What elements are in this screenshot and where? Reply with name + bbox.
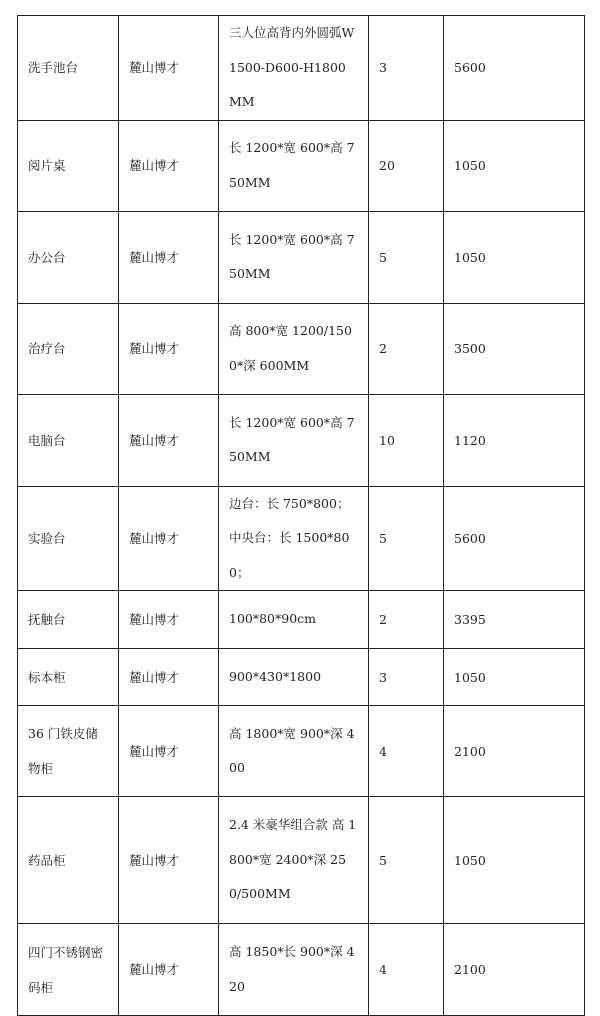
price-cell xyxy=(444,797,585,924)
quantity-cell xyxy=(369,120,444,211)
price-cell xyxy=(444,649,585,706)
spec-cell xyxy=(219,591,369,649)
quantity-cell xyxy=(369,16,444,121)
brand-cell-text: 麓山博才 xyxy=(129,158,180,173)
spec-cell xyxy=(219,120,369,211)
brand-cell-text: 麓山博才 xyxy=(129,249,180,265)
quantity-cell-text: 20 xyxy=(379,158,395,173)
table-row xyxy=(18,649,585,706)
brand-cell-text: 麓山博才 xyxy=(129,852,180,868)
product-table xyxy=(17,15,585,1016)
price-cell-text: 5600 xyxy=(454,60,486,76)
item-name-cell-text: 四门不锈钢密码柜 xyxy=(28,944,104,995)
spec-cell xyxy=(219,211,369,303)
brand-cell xyxy=(119,211,219,303)
table-row xyxy=(18,16,585,121)
spec-cell xyxy=(219,706,369,797)
price-cell-text: 1050 xyxy=(454,249,486,265)
price-cell xyxy=(444,16,585,121)
spec-cell xyxy=(219,649,369,706)
item-name-cell xyxy=(18,649,119,706)
quantity-cell xyxy=(369,486,444,591)
spec-cell-text: 长 1200*宽 600*高 750MM xyxy=(229,231,355,281)
item-name-cell-text: 抚触台 xyxy=(28,612,66,627)
quantity-cell xyxy=(369,797,444,924)
item-name-cell-text: 电脑台 xyxy=(28,432,66,448)
brand-cell xyxy=(119,591,219,649)
spec-cell xyxy=(219,394,369,486)
item-name-cell xyxy=(18,486,119,591)
spec-cell-text: 2.4 米豪华组合款 高 1800*宽 2400*深 250/500MM xyxy=(229,817,357,902)
price-cell-text: 1050 xyxy=(454,852,486,868)
spec-cell-text: 高 1850*长 900*深 420 xyxy=(229,944,355,994)
brand-cell-text: 麓山博才 xyxy=(129,432,180,448)
item-name-cell xyxy=(18,797,119,924)
quantity-cell-text: 2 xyxy=(379,612,387,627)
brand-cell-text: 麓山博才 xyxy=(129,612,180,627)
quantity-cell xyxy=(369,394,444,486)
spec-cell-text: 长 1200*宽 600*高 750MM xyxy=(229,140,355,190)
price-cell-text: 5600 xyxy=(454,530,486,546)
item-name-cell-text: 治疗台 xyxy=(28,341,66,356)
table-row xyxy=(18,394,585,486)
brand-cell-text: 麓山博才 xyxy=(129,341,180,356)
brand-cell xyxy=(119,120,219,211)
item-name-cell-text: 药品柜 xyxy=(28,852,66,868)
item-name-cell xyxy=(18,211,119,303)
item-name-cell xyxy=(18,394,119,486)
quantity-cell-text: 10 xyxy=(379,432,395,448)
quantity-cell-text: 5 xyxy=(379,530,387,546)
table-row xyxy=(18,120,585,211)
quantity-cell-text: 3 xyxy=(379,60,387,76)
table-body xyxy=(18,16,585,1016)
price-cell xyxy=(444,120,585,211)
item-name-cell-text: 阅片桌 xyxy=(28,158,66,173)
quantity-cell-text: 4 xyxy=(379,962,387,977)
brand-cell xyxy=(119,797,219,924)
brand-cell xyxy=(119,649,219,706)
spec-cell xyxy=(219,924,369,1016)
item-name-cell xyxy=(18,303,119,394)
price-cell xyxy=(444,211,585,303)
brand-cell xyxy=(119,303,219,394)
quantity-cell xyxy=(369,591,444,649)
item-name-cell-text: 36 门铁皮储物柜 xyxy=(28,726,98,776)
quantity-cell xyxy=(369,706,444,797)
quantity-cell xyxy=(369,649,444,706)
table-row xyxy=(18,797,585,924)
brand-cell xyxy=(119,706,219,797)
item-name-cell xyxy=(18,16,119,121)
spec-cell xyxy=(219,303,369,394)
brand-cell-text: 麓山博才 xyxy=(129,60,180,76)
spec-cell-text: 三人位高背内外圆弧W1500-D600-H1800MM xyxy=(229,25,355,109)
item-name-cell-text: 标本柜 xyxy=(28,669,66,685)
spec-cell-text: 长 1200*宽 600*高 750MM xyxy=(229,414,355,464)
brand-cell xyxy=(119,486,219,591)
item-name-cell xyxy=(18,924,119,1016)
price-cell-text: 1050 xyxy=(454,158,486,173)
quantity-cell-text: 5 xyxy=(379,852,387,868)
price-cell xyxy=(444,394,585,486)
table-row xyxy=(18,706,585,797)
spec-cell-text: 边台：长 750*800； 中央台：长 1500*800； xyxy=(229,495,350,580)
price-cell xyxy=(444,924,585,1016)
price-cell xyxy=(444,706,585,797)
price-cell xyxy=(444,486,585,591)
quantity-cell-text: 4 xyxy=(379,743,387,759)
spec-cell xyxy=(219,486,369,591)
brand-cell-text: 麓山博才 xyxy=(129,530,180,546)
brand-cell xyxy=(119,16,219,121)
price-cell-text: 1120 xyxy=(454,432,486,448)
brand-cell xyxy=(119,924,219,1016)
price-cell-text: 1050 xyxy=(454,669,486,685)
price-cell xyxy=(444,591,585,649)
item-name-cell-text: 洗手池台 xyxy=(28,60,79,76)
brand-cell-text: 麓山博才 xyxy=(129,962,180,977)
item-name-cell-text: 实验台 xyxy=(28,530,66,546)
table-row xyxy=(18,303,585,394)
table-row xyxy=(18,486,585,591)
quantity-cell xyxy=(369,211,444,303)
spec-cell xyxy=(219,797,369,924)
brand-cell-text: 麓山博才 xyxy=(129,743,180,759)
brand-cell xyxy=(119,394,219,486)
table-row xyxy=(18,591,585,649)
price-cell-text: 2100 xyxy=(454,743,486,759)
quantity-cell-text: 2 xyxy=(379,341,387,356)
price-cell xyxy=(444,303,585,394)
quantity-cell xyxy=(369,924,444,1016)
spec-cell-text: 高 800*宽 1200/1500*深 600MM xyxy=(229,323,352,373)
brand-cell-text: 麓山博才 xyxy=(129,669,180,685)
spec-cell xyxy=(219,16,369,121)
spec-cell-text: 100*80*90cm xyxy=(229,611,317,627)
item-name-cell xyxy=(18,120,119,211)
item-name-cell xyxy=(18,591,119,649)
item-name-cell xyxy=(18,706,119,797)
price-cell-text: 2100 xyxy=(454,962,486,977)
quantity-cell xyxy=(369,303,444,394)
spec-cell-text: 900*430*1800 xyxy=(229,668,322,684)
table-row xyxy=(18,924,585,1016)
quantity-cell-text: 5 xyxy=(379,249,387,265)
price-cell-text: 3395 xyxy=(454,612,486,627)
price-cell-text: 3500 xyxy=(454,341,486,356)
spec-cell-text: 高 1800*宽 900*深 400 xyxy=(229,725,355,775)
item-name-cell-text: 办公台 xyxy=(28,249,66,265)
table-row xyxy=(18,211,585,303)
quantity-cell-text: 3 xyxy=(379,669,387,685)
